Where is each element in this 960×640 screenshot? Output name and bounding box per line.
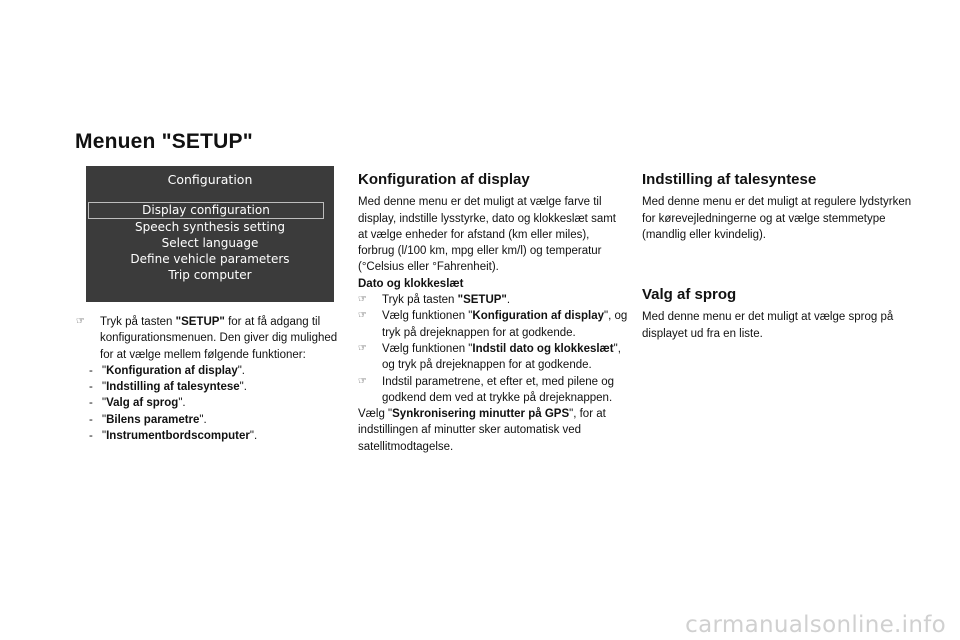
pointing-hand-icon: ☞ [358,342,367,354]
step-item: ☞ Vælg funktionen "Indstil dato og klokkeslæt", og tryk på drejeknappen for at godkende. [358,342,621,372]
display-config-heading: Konfiguration af display [358,171,530,188]
screen-menu-item-select-language: Select language [161,236,259,250]
right-column [642,172,912,243]
language-text: Med denne menu er det muligt at vælge sprog på displayet ud fra en liste. [642,311,894,340]
display-screenshot [86,166,334,302]
step-item: ☞ Tryk på tasten "SETUP". [358,292,628,308]
pointing-hand-icon: ☞ [76,316,85,327]
option-item: - "Instrumentbordscomputer". [89,430,258,443]
language-heading: Valg af sprog [642,286,737,303]
step-item: ☞ Vælg funktionen "Konfiguration af display", og tryk på drejeknappen for at godkende. [358,310,628,339]
page-title: Menuen "SETUP" [75,130,253,153]
screen-menu-title: Configuration [167,172,253,187]
pointing-hand-icon: ☞ [358,375,367,387]
option-item: - "Indstilling af talesyntese". [89,381,247,394]
option-item: - "Valg af sprog". [89,397,186,410]
setup-intro: ☞ Tryk på tasten "SETUP" for at få adgang til konfigurationsmenuen. Den giver dig mulighed for at vælge mellem følgende funktioner: [76,316,338,361]
step-item: ☞ Indstil parametrene, et efter et, med pilene og godkend dem ved at trykke på drejeknappen. [358,375,615,404]
language-section [642,287,912,342]
option-item: - "Konfiguration af display". [89,364,245,377]
left-column [76,314,338,444]
screen-menu-item-display-configuration: Display configuration [88,202,324,219]
gps-sync-note: Vælg "Synkronisering minutter på GPS", for at indstillingen af minutter sker automatisk ved satellitmodtagelse. [358,408,606,453]
display-config-intro: Med denne menu er det muligt at vælge farve til display, indstille lysstyrke, dato og klokkeslæt samt at vælge enheder for afstand (km eller miles), forbrug (l/100 km, mpg eller km/l) og temperatur (°Celsius eller °Fahrenheit). [358,196,616,274]
watermark: carmanualsonline.info [685,612,946,638]
option-item: - "Bilens parametre". [89,413,207,426]
speech-synthesis-text: Med denne menu er det muligt at regulere lydstyrken for kørevejledningerne og at vælge stemmetype (mandlig eller kvindelig). [642,196,912,241]
screen-menu-item-speech-synthesis: Speech synthesis setting [135,220,285,234]
date-time-subheading: Dato og klokkeslæt [358,277,464,290]
pointing-hand-icon: ☞ [358,310,367,322]
screen-menu-item-trip-computer: Trip computer [168,268,252,282]
speech-synthesis-heading: Indstilling af talesyntese [642,171,817,188]
screen-menu-item-vehicle-parameters: Define vehicle parameters [130,252,290,266]
setup-key-label: "SETUP" [175,316,225,328]
middle-column [358,172,628,455]
pointing-hand-icon: ☞ [358,294,367,306]
